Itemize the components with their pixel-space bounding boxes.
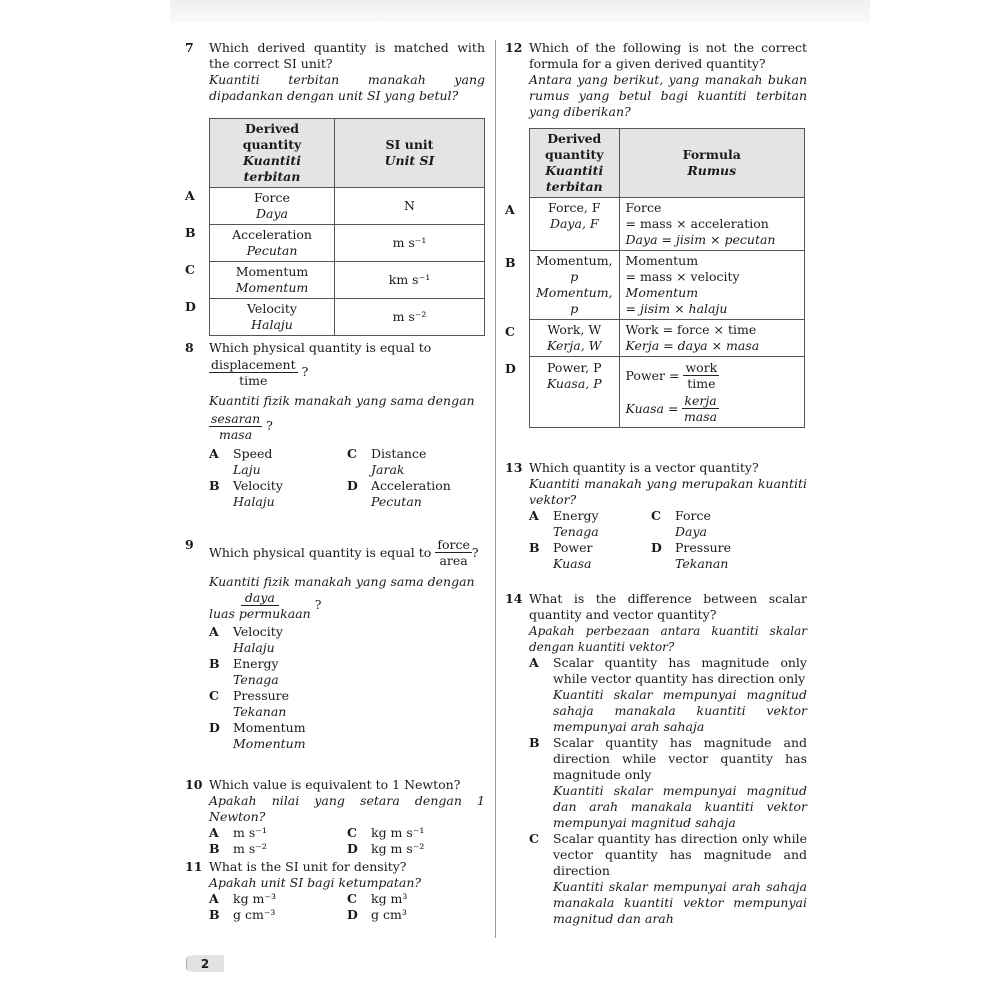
table-header-unit: SI unit Unit SI bbox=[335, 119, 485, 188]
question-text-ms: Kuantiti fizik manakah yang sama dengan bbox=[209, 574, 475, 589]
page-number: 2 bbox=[186, 955, 224, 972]
options-list bbox=[185, 624, 485, 752]
unit-cell: km s⁻¹ bbox=[335, 262, 485, 299]
option-b[interactable]: B Power Kuasa bbox=[529, 540, 593, 571]
option-letter: C bbox=[505, 323, 515, 339]
table-row: B Acceleration Pecutan m s⁻¹ bbox=[185, 225, 485, 262]
option-letter: D bbox=[185, 298, 196, 314]
option-letter: C bbox=[185, 261, 195, 277]
fraction-sesaran-masa: $\frac{\text{sesaran}}{\text{masa}}$ bbox=[211, 411, 261, 442]
derived-quantity-table bbox=[185, 118, 485, 336]
option-letter: B bbox=[505, 254, 516, 270]
question-text-ms: Kuantiti fizik manakah yang sama dengan bbox=[209, 393, 475, 408]
option-c[interactable]: C Distance Jarak bbox=[347, 446, 427, 477]
table-row: C Momentum Momentum km s⁻¹ bbox=[185, 262, 485, 299]
option-d[interactable]: D Momentum Momentum bbox=[209, 720, 306, 751]
question-number: 7 bbox=[185, 40, 194, 55]
option-b[interactable]: B Velocity Halaju bbox=[209, 478, 283, 509]
question-text-en: Which derived quantity is matched with the correct SI unit? bbox=[209, 40, 485, 71]
option-c[interactable]: C kg m³ bbox=[347, 891, 408, 906]
question-text-en: Which quantity is a vector quantity? bbox=[529, 460, 759, 475]
question-text-en: Which physical quantity is equal to bbox=[209, 544, 432, 560]
column-divider bbox=[495, 40, 496, 938]
option-c[interactable]: C kg m s⁻¹ bbox=[347, 825, 425, 840]
fraction-work-time: $\frac{\text{work}}{\text{time}}$ bbox=[685, 360, 718, 391]
unit-cell: m s⁻¹ bbox=[335, 225, 485, 262]
fraction-kerja-masa: $\frac{\text{kerja}}{\text{masa}}$ bbox=[683, 393, 718, 424]
top-header-band bbox=[170, 0, 870, 22]
option-letter: B bbox=[185, 224, 196, 240]
question-text-ms: Kuantiti manakah yang merupakan kuantiti vektor? bbox=[529, 476, 807, 507]
option-c[interactable]: C Pressure Tekanan bbox=[209, 688, 290, 719]
option-a[interactable]: A Scalar quantity has magnitude only while vector quantity has direction only Kuantiti skalar mempunyai magnitud sahaja manakala kuantiti vektor mempunyai arah sahaja bbox=[529, 655, 807, 734]
question-text-en: Which physical quantity is equal to bbox=[209, 340, 432, 355]
option-letter: A bbox=[185, 187, 195, 203]
option-c[interactable]: C Scalar quantity has direction only while vector quantity has magnitude and direction Kuantiti skalar mempunyai arah sahaja manakala kuantiti vektor mempunyai magnitud dan arah bbox=[529, 831, 807, 926]
table-header-quantity: Derived quantity Kuantiti terbitan bbox=[210, 119, 335, 188]
question-11 bbox=[185, 859, 485, 923]
question-14 bbox=[505, 591, 807, 927]
option-d[interactable]: D Pressure Tekanan bbox=[651, 540, 732, 571]
question-8: 8 Which physical quantity is equal to $\frac{\text{displacement}}{\text{time}}$ ? Kuantiti fizik manakah yang sama dengan $\frac{\text{sesaran}}{\text{masa}}$ ? A Speed Laju C Distance Jarak B Velocity Halaju D Acceleration Pecutan bbox=[185, 340, 485, 510]
question-number: 11 bbox=[185, 859, 203, 874]
question-text-ms: Apakah unit SI bagi ketumpatan? bbox=[209, 875, 422, 890]
options-grid bbox=[505, 508, 807, 572]
question-text-ms: Kuantiti terbitan manakah yang dipadankan dengan unit SI yang betul? bbox=[209, 72, 485, 103]
question-text-ms: Apakah perbezaan antara kuantiti skalar dengan kuantiti vektor? bbox=[529, 624, 807, 654]
fraction-force-area: $\frac{\text{force}}{\text{area}}$ bbox=[437, 537, 470, 568]
table-row: A Force, F Daya, F Force = mass × acceleration Daya = jisim × pecutan bbox=[505, 198, 805, 251]
question-text-en: What is the difference between scalar quantity and vector quantity? bbox=[529, 591, 807, 622]
option-a[interactable]: A Speed Laju bbox=[209, 446, 273, 477]
question-10 bbox=[185, 777, 485, 857]
option-d[interactable]: D g cm³ bbox=[347, 907, 407, 922]
option-d[interactable]: D kg m s⁻² bbox=[347, 841, 425, 856]
options-grid bbox=[185, 825, 485, 857]
option-c[interactable]: C Force Daya bbox=[651, 508, 711, 539]
question-number: 14 bbox=[505, 591, 523, 606]
option-a[interactable]: A Energy Tenaga bbox=[529, 508, 599, 539]
question-7 bbox=[185, 40, 485, 336]
options-list bbox=[505, 655, 807, 927]
table-row: A Force Daya N bbox=[185, 188, 485, 225]
question-9: 9 Which physical quantity is equal to $\frac{\text{force}}{\text{area}}$ ? Kuantiti fizik manakah yang sama dengan $\frac{\text{daya}}{\text{luas permukaan}}$ ? A Velocity Halaju B Energy Tenaga C Pressure Tekanan D Momentum Momentum bbox=[185, 537, 485, 752]
option-b[interactable]: B m s⁻² bbox=[209, 841, 267, 856]
question-number: 8 bbox=[185, 340, 194, 355]
fraction-daya-luas: $\frac{\text{daya}}{\text{luas permukaan}}$ bbox=[209, 590, 311, 621]
table-row: C Work, W Kerja, W Work = force × time Kerja = daya × masa bbox=[505, 320, 805, 357]
option-letter: D bbox=[505, 360, 516, 376]
table-header-formula: Formula Rumus bbox=[619, 129, 804, 198]
question-text-ms: Antara yang berikut, yang manakah bukan rumus yang betul bagi kuantiti terbitan yang diberikan? bbox=[529, 72, 807, 119]
question-12 bbox=[505, 40, 807, 428]
option-b[interactable]: B Scalar quantity has magnitude and direction while vector quantity has magnitude only Kuantiti skalar mempunyai magnitud dan arah manakala kuantiti vektor mempunyai magnitud sahaja bbox=[529, 735, 807, 830]
table-header-quantity: Derived quantity Kuantiti terbitan bbox=[530, 129, 620, 198]
question-text-en: Which of the following is not the correct formula for a given derived quantity? bbox=[529, 40, 807, 71]
question-number: 13 bbox=[505, 460, 523, 475]
option-d[interactable]: D Acceleration Pecutan bbox=[347, 478, 451, 509]
question-13 bbox=[505, 460, 807, 572]
fraction-displacement-time: $\frac{\text{displacement}}{\text{time}}$ bbox=[211, 357, 296, 388]
unit-cell: N bbox=[335, 188, 485, 225]
table-row: D Power, P Kuasa, P Power = $\frac{\text{work}}{\text{time}}$ Kuasa = $\frac{\text{kerja}}{\text{masa}}$ bbox=[505, 357, 805, 428]
unit-cell: m s⁻² bbox=[335, 299, 485, 336]
question-number: 9 bbox=[185, 537, 194, 552]
table-row: B Momentum, p Momentum, p Momentum = mass × velocity Momentum = jisim × halaju bbox=[505, 251, 805, 320]
formula-table bbox=[505, 128, 805, 428]
option-letter: A bbox=[505, 201, 515, 217]
option-a[interactable]: A m s⁻¹ bbox=[209, 825, 267, 840]
question-text-en: Which value is equivalent to 1 Newton? bbox=[209, 777, 461, 792]
option-b[interactable]: B g cm⁻³ bbox=[209, 907, 276, 922]
question-text-ms: Apakah nilai yang setara dengan 1 Newton? bbox=[209, 793, 485, 824]
options-grid bbox=[185, 891, 485, 923]
option-a[interactable]: A kg m⁻³ bbox=[209, 891, 277, 906]
question-number: 12 bbox=[505, 40, 523, 55]
question-text-en: What is the SI unit for density? bbox=[209, 859, 407, 874]
option-b[interactable]: B Energy Tenaga bbox=[209, 656, 279, 687]
question-number: 10 bbox=[185, 777, 203, 792]
table-row: D Velocity Halaju m s⁻² bbox=[185, 299, 485, 336]
option-a[interactable]: A Velocity Halaju bbox=[209, 624, 283, 655]
options-grid bbox=[185, 446, 485, 510]
